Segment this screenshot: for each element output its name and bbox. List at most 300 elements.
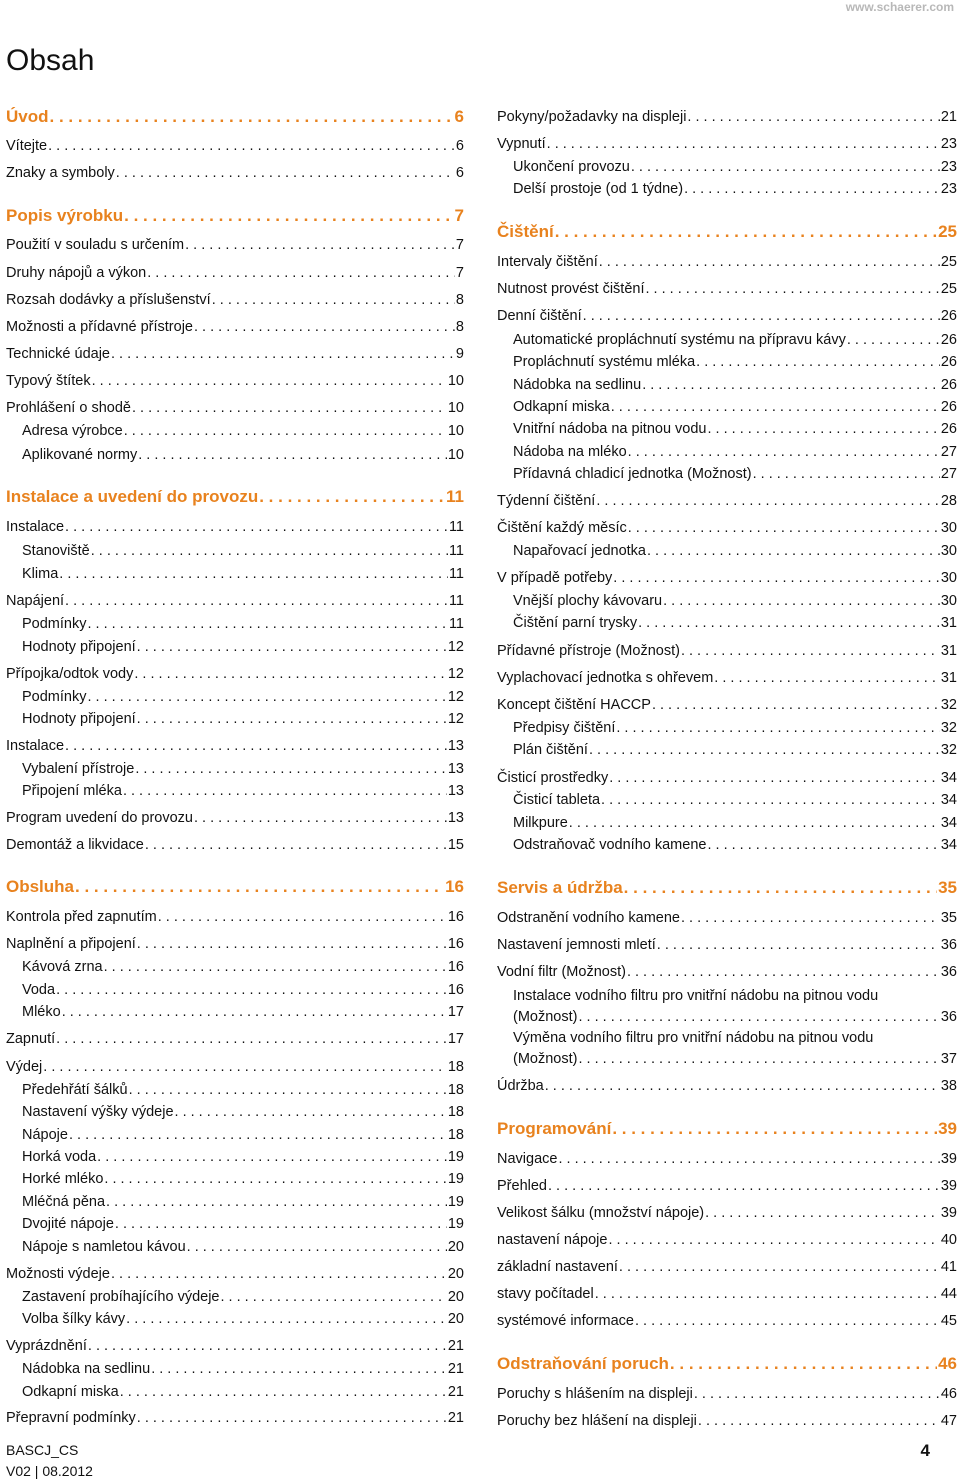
toc-page-number: 44 xyxy=(940,1286,957,1302)
dot-leader xyxy=(578,1050,939,1068)
toc-entry-label: Demontáž a likvidace xyxy=(6,837,144,853)
toc-entry-label: Vnější plochy kávovaru xyxy=(513,593,663,609)
dot-leader xyxy=(137,710,447,728)
toc-entry[interactable] xyxy=(6,908,464,926)
toc-entry-label: Předpisy čištění xyxy=(513,720,616,736)
toc-page-number: 16 xyxy=(447,959,464,975)
toc-entry[interactable] xyxy=(497,519,957,537)
dot-leader xyxy=(596,492,940,510)
toc-entry-label: Čisticí prostředky xyxy=(497,770,609,786)
toc-section-heading[interactable] xyxy=(6,108,464,126)
toc-entry-label: Plán čištění xyxy=(513,742,588,758)
toc-entry[interactable] xyxy=(6,760,464,778)
toc-page-number: 25 xyxy=(940,281,957,297)
toc-entry-label: Vnitřní nádoba na pitnou vodu xyxy=(513,421,707,437)
toc-entry-label: Výdej xyxy=(6,1059,43,1075)
toc-entry[interactable] xyxy=(6,264,464,282)
toc-entry-label: Mléčná pěna xyxy=(22,1194,106,1210)
toc-entry[interactable] xyxy=(497,696,957,714)
toc-page-number: 11 xyxy=(448,593,464,609)
dot-leader xyxy=(611,398,940,416)
toc-entry[interactable] xyxy=(6,345,464,363)
toc-entry[interactable] xyxy=(497,987,957,1027)
toc-entry[interactable] xyxy=(6,1103,464,1121)
toc-entry[interactable] xyxy=(497,135,957,153)
toc-entry-label: Denní čištění xyxy=(497,308,582,324)
toc-entry[interactable] xyxy=(497,669,957,687)
toc-entry-label: Poruchy s hlášením na displeji xyxy=(497,1386,693,1402)
dot-leader xyxy=(104,958,447,976)
dot-leader xyxy=(652,696,940,714)
toc-entry-label: Napařovací jednotka xyxy=(513,543,646,559)
toc-page-number: 34 xyxy=(940,770,957,786)
toc-entry-label: Rozsah dodávky a příslušenství xyxy=(6,292,211,308)
toc-entry[interactable] xyxy=(6,737,464,755)
toc-page-number: 31 xyxy=(940,670,957,686)
toc-page-number: 26 xyxy=(940,377,957,393)
toc-entry-label: Technické údaje xyxy=(6,346,110,362)
dot-leader xyxy=(137,638,447,656)
toc-entry[interactable] xyxy=(497,1077,957,1095)
toc-entry-label: Navigace xyxy=(497,1151,558,1167)
toc-section-heading[interactable] xyxy=(497,223,957,241)
toc-entry-label: Hodnoty připojení xyxy=(22,639,136,655)
toc-page-number: 12 xyxy=(447,666,464,682)
toc-page-number: 11 xyxy=(448,566,464,582)
toc-page-number: 31 xyxy=(940,643,957,659)
toc-entry[interactable] xyxy=(6,935,464,953)
dot-leader xyxy=(59,565,448,583)
toc-entry-label: Obsluha xyxy=(6,877,75,896)
toc-page-number: 10 xyxy=(447,373,464,389)
toc-page-number: 10 xyxy=(447,400,464,416)
toc-entry-label: Milkpure xyxy=(513,815,568,831)
toc-page-number: 13 xyxy=(447,761,464,777)
toc-entry[interactable] xyxy=(497,420,957,438)
toc-entry[interactable] xyxy=(6,1409,464,1427)
toc-entry-label: Automatické propláchnutí systému na přípravu kávy xyxy=(513,332,846,348)
toc-page-number: 7 xyxy=(455,237,464,253)
toc-entry-label: Čištění xyxy=(497,222,554,241)
toc-entry[interactable] xyxy=(497,592,957,610)
dot-leader xyxy=(707,420,939,438)
toc-entry[interactable] xyxy=(497,963,957,981)
dot-leader xyxy=(681,642,940,660)
toc-entry-label: Servis a údržba xyxy=(497,878,623,897)
toc-entry[interactable] xyxy=(6,1360,464,1378)
toc-entry-label: Klima xyxy=(22,566,59,582)
toc-page-number: 23 xyxy=(940,136,957,152)
toc-entry[interactable] xyxy=(6,981,464,999)
dot-leader xyxy=(657,936,940,954)
toc-entry[interactable] xyxy=(6,592,464,610)
toc-entry-label: stavy počítadel xyxy=(497,1286,594,1302)
toc-page-number: 30 xyxy=(940,543,957,559)
toc-entry-label: Odstranění vodního kamene xyxy=(497,910,680,926)
dot-leader xyxy=(145,836,447,854)
dot-leader xyxy=(753,465,940,483)
dot-leader xyxy=(48,137,455,155)
toc-entry[interactable] xyxy=(6,164,464,182)
dot-leader xyxy=(670,1355,937,1373)
toc-entry-label: Popis výrobku xyxy=(6,206,124,225)
page-number: 4 xyxy=(920,1441,930,1460)
toc-entry-label: Program uvedení do provozu xyxy=(6,810,193,826)
toc-page-number: 46 xyxy=(940,1386,957,1402)
toc-entry-label: Znaky a symboly xyxy=(6,165,115,181)
toc-entry[interactable] xyxy=(6,1310,464,1328)
toc-entry[interactable] xyxy=(497,836,957,854)
dot-leader xyxy=(714,669,940,687)
toc-entry[interactable] xyxy=(6,291,464,309)
toc-page-number: 7 xyxy=(455,265,464,281)
toc-entry-label: Úvod xyxy=(6,107,49,126)
toc-page-number: 19 xyxy=(447,1149,464,1165)
toc-page-number: 23 xyxy=(940,159,957,175)
toc-page-number: 32 xyxy=(940,742,957,758)
dot-leader xyxy=(132,399,447,417)
toc-entry[interactable] xyxy=(6,1170,464,1188)
toc-entry[interactable] xyxy=(6,710,464,728)
toc-entry[interactable] xyxy=(497,614,957,632)
toc-entry-label: nastavení nápoje xyxy=(497,1232,608,1248)
toc-entry[interactable] xyxy=(497,1204,957,1222)
toc-entry-label: Stanoviště xyxy=(22,543,90,559)
toc-entry-label: Mléko xyxy=(22,1004,61,1020)
dot-leader xyxy=(43,1058,447,1076)
toc-entry[interactable] xyxy=(6,446,464,464)
dot-leader xyxy=(212,291,455,309)
toc-page-number: 23 xyxy=(940,181,957,197)
toc-page-number: 34 xyxy=(940,815,957,831)
toc-entry-label: Zastavení probíhajícího výdeje xyxy=(22,1289,220,1305)
dot-leader xyxy=(123,782,447,800)
toc-entry-label: Programování xyxy=(497,1119,612,1138)
toc-entry[interactable] xyxy=(497,769,957,787)
toc-section-heading[interactable] xyxy=(6,207,464,225)
toc-entry-label: Přídavná chladicí jednotka (Možnost) xyxy=(513,466,752,482)
toc-entry[interactable] xyxy=(6,236,464,254)
toc-page-number: 30 xyxy=(940,570,957,586)
toc-section-heading[interactable] xyxy=(497,879,957,897)
toc-entry[interactable] xyxy=(497,465,957,483)
toc-page-number: 20 xyxy=(447,1239,464,1255)
toc-entry[interactable] xyxy=(497,569,957,587)
toc-entry-label: Voda xyxy=(22,982,56,998)
toc-page-number: 26 xyxy=(940,399,957,415)
toc-page-number: 16 xyxy=(447,909,464,925)
dot-leader xyxy=(694,1385,940,1403)
toc-entry[interactable] xyxy=(497,936,957,954)
toc-page-number: 11 xyxy=(448,519,464,535)
toc-page-number: 38 xyxy=(940,1078,957,1094)
dot-leader xyxy=(124,422,447,440)
toc-entry[interactable] xyxy=(6,809,464,827)
dot-leader xyxy=(627,963,940,981)
toc-page-number: 21 xyxy=(447,1384,464,1400)
toc-entry[interactable] xyxy=(6,399,464,417)
toc-entry[interactable] xyxy=(497,1029,957,1069)
toc-entry[interactable] xyxy=(6,665,464,683)
toc-page-number: 12 xyxy=(447,689,464,705)
toc-entry[interactable] xyxy=(497,492,957,510)
toc-entry[interactable] xyxy=(6,1193,464,1211)
toc-page-number: 35 xyxy=(938,878,957,897)
toc-page-number: 16 xyxy=(447,982,464,998)
toc-page-number: 37 xyxy=(940,1051,957,1067)
toc-entry[interactable] xyxy=(497,1385,957,1403)
toc-entry[interactable] xyxy=(497,280,957,298)
toc-entry[interactable] xyxy=(6,782,464,800)
toc-section-heading[interactable] xyxy=(497,1120,957,1138)
dot-leader xyxy=(569,814,940,832)
dot-leader xyxy=(138,446,447,464)
toc-entry[interactable] xyxy=(497,542,957,560)
toc-page-number: 13 xyxy=(447,738,464,754)
toc-entry[interactable] xyxy=(6,958,464,976)
toc-entry[interactable] xyxy=(6,372,464,390)
toc-entry[interactable] xyxy=(6,1148,464,1166)
toc-page-number: 27 xyxy=(940,466,957,482)
toc-page-number: 39 xyxy=(940,1178,957,1194)
toc-entry[interactable] xyxy=(497,443,957,461)
toc-page-number: 6 xyxy=(455,138,464,154)
document-code: BASCJ_CS xyxy=(6,1442,79,1458)
document-version: V02 | 08.2012 xyxy=(6,1463,93,1479)
dot-leader xyxy=(147,264,455,282)
dot-leader xyxy=(547,135,940,153)
dot-leader xyxy=(91,542,448,560)
toc-entry-label: Přídavné přístroje (Možnost) xyxy=(497,643,680,659)
toc-entry-label: Nádobka na sedlinu xyxy=(22,1361,151,1377)
toc-entry[interactable] xyxy=(6,1030,464,1048)
toc-entry[interactable] xyxy=(6,615,464,633)
toc-page-number: 12 xyxy=(447,639,464,655)
toc-page-number: 31 xyxy=(940,615,957,631)
toc-entry[interactable] xyxy=(497,1412,957,1430)
dot-leader xyxy=(97,1148,447,1166)
dot-leader xyxy=(619,1258,940,1276)
dot-leader xyxy=(608,1231,939,1249)
dot-leader xyxy=(609,769,940,787)
toc-page-number: 18 xyxy=(447,1059,464,1075)
toc-entry-label: Podmínky xyxy=(22,689,87,705)
toc-entry[interactable] xyxy=(497,1312,957,1330)
toc-entry-label: Odstraňovač vodního kamene xyxy=(513,837,707,853)
toc-entry-label: Odkapní miska xyxy=(22,1384,119,1400)
toc-entry-label: Možnosti a přídavné přístroje xyxy=(6,319,193,335)
dot-leader xyxy=(646,280,940,298)
toc-page-number: 18 xyxy=(447,1082,464,1098)
toc-page-number: 16 xyxy=(445,877,464,896)
toc-page-number: 32 xyxy=(940,720,957,736)
dot-leader xyxy=(601,791,940,809)
toc-entry[interactable] xyxy=(497,108,957,126)
dot-leader xyxy=(50,108,454,126)
toc-page-number: 41 xyxy=(940,1259,957,1275)
dot-leader xyxy=(628,443,940,461)
toc-page-number: 6 xyxy=(455,165,464,181)
toc-entry-label: Intervaly čištění xyxy=(497,254,598,270)
dot-leader xyxy=(88,1337,447,1355)
toc-entry[interactable] xyxy=(497,791,957,809)
dot-leader xyxy=(631,158,940,176)
dot-leader xyxy=(116,164,455,182)
toc-entry[interactable] xyxy=(497,353,957,371)
toc-entry-label: Kávová zrna xyxy=(22,959,103,975)
toc-entry-label: Nastavení jemnosti mletí xyxy=(497,937,656,953)
toc-entry[interactable] xyxy=(497,331,957,349)
toc-entry-label: Napájení xyxy=(6,593,65,609)
toc-entry-label: Přípojka/odtok vody xyxy=(6,666,134,682)
dot-leader xyxy=(65,592,448,610)
toc-page-number: 9 xyxy=(455,346,464,362)
toc-section-heading[interactable] xyxy=(6,488,464,506)
toc-entry-label: Druhy nápojů a výkon xyxy=(6,265,147,281)
toc-entry[interactable] xyxy=(497,307,957,325)
toc-entry-label: Odkapní miska xyxy=(513,399,610,415)
dot-leader xyxy=(220,1288,446,1306)
toc-page-number: 21 xyxy=(447,1361,464,1377)
dot-leader xyxy=(134,665,447,683)
toc-entry[interactable] xyxy=(6,1238,464,1256)
dot-leader xyxy=(126,1310,447,1328)
toc-entry[interactable] xyxy=(6,1337,464,1355)
dot-leader xyxy=(120,1383,447,1401)
toc-page-number: 7 xyxy=(454,206,464,225)
dot-leader xyxy=(705,1204,940,1222)
toc-page-number: 26 xyxy=(940,332,957,348)
toc-entry[interactable] xyxy=(6,1215,464,1233)
toc-page-number: 19 xyxy=(447,1171,464,1187)
toc-entry[interactable] xyxy=(6,1126,464,1144)
toc-entry[interactable] xyxy=(6,1081,464,1099)
toc-entry-label: Nutnost provést čištění xyxy=(497,281,645,297)
toc-entry[interactable] xyxy=(497,1150,957,1168)
toc-entry[interactable] xyxy=(6,688,464,706)
toc-entry-label: Prohlášení o shodě xyxy=(6,400,131,416)
toc-entry-label: Hodnoty připojení xyxy=(22,711,136,727)
toc-page-number: 34 xyxy=(940,837,957,853)
toc-entry-label: Vyplachovací jednotka s ohřevem xyxy=(497,670,714,686)
toc-entry[interactable] xyxy=(497,376,957,394)
toc-entry[interactable] xyxy=(6,422,464,440)
toc-entry-label: Předehřátí šálků xyxy=(22,1082,128,1098)
toc-entry[interactable] xyxy=(497,814,957,832)
toc-entry-label: Poruchy bez hlášení na displeji xyxy=(497,1413,697,1429)
page-title: Obsah xyxy=(6,44,95,77)
toc-entry-label-line2: (Možnost) xyxy=(513,1009,578,1025)
dot-leader xyxy=(548,1177,940,1195)
dot-leader xyxy=(175,1103,447,1121)
toc-entry[interactable] xyxy=(497,253,957,271)
toc-entry[interactable] xyxy=(497,158,957,176)
toc-entry[interactable] xyxy=(497,1258,957,1276)
toc-entry[interactable] xyxy=(497,1177,957,1195)
toc-entry[interactable] xyxy=(6,318,464,336)
dot-leader xyxy=(555,223,937,241)
toc-page-number: 13 xyxy=(447,810,464,826)
toc-page-number: 12 xyxy=(447,711,464,727)
toc-entry-label: Dvojité nápoje xyxy=(22,1216,114,1232)
toc-entry[interactable] xyxy=(497,1285,957,1303)
toc-page-number: 21 xyxy=(447,1338,464,1354)
toc-page-number: 19 xyxy=(447,1216,464,1232)
dot-leader xyxy=(583,307,940,325)
toc-entry[interactable] xyxy=(6,1265,464,1283)
toc-section-heading[interactable] xyxy=(6,878,464,896)
toc-page-number: 18 xyxy=(447,1127,464,1143)
toc-section-heading[interactable] xyxy=(497,1355,957,1373)
toc-entry-label-line1: Výměna vodního filtru pro vnitřní nádobu na pitnou vodu xyxy=(513,1030,874,1046)
toc-entry[interactable] xyxy=(6,518,464,536)
toc-entry[interactable] xyxy=(6,1058,464,1076)
toc-entry-label: Podmínky xyxy=(22,616,87,632)
toc-entry[interactable] xyxy=(497,1231,957,1249)
toc-entry-label: Kontrola před zapnutím xyxy=(6,909,157,925)
toc-entry[interactable] xyxy=(6,638,464,656)
toc-entry-label: Týdenní čištění xyxy=(497,493,596,509)
toc-entry-label: Instalace a uvedení do provozu xyxy=(6,487,259,506)
toc-entry-label: Možnosti výdeje xyxy=(6,1266,110,1282)
toc-entry[interactable] xyxy=(6,1288,464,1306)
dot-leader xyxy=(687,108,939,126)
toc-page-number: 30 xyxy=(940,593,957,609)
dot-leader xyxy=(56,1030,447,1048)
toc-entry-label: Přepravní podmínky xyxy=(6,1410,136,1426)
toc-entry[interactable] xyxy=(6,1383,464,1401)
toc-entry[interactable] xyxy=(6,137,464,155)
dot-leader xyxy=(545,1077,940,1095)
toc-entry-label: Delší prostoje (od 1 týdne) xyxy=(513,181,684,197)
toc-page-number: 45 xyxy=(940,1313,957,1329)
dot-leader xyxy=(106,1193,447,1211)
toc-entry-label-line2: (Možnost) xyxy=(513,1051,578,1067)
toc-entry[interactable] xyxy=(6,836,464,854)
toc-entry-label-line1: Instalace vodního filtru pro vnitřní nádobu na pitnou vodu xyxy=(513,988,879,1004)
toc-entry-label: V případě potřeby xyxy=(497,570,613,586)
toc-page-number: 32 xyxy=(940,697,957,713)
toc-entry-label: Typový štítek xyxy=(6,373,91,389)
dot-leader xyxy=(696,353,940,371)
dot-leader xyxy=(65,737,447,755)
dot-leader xyxy=(75,878,444,896)
dot-leader xyxy=(65,518,448,536)
toc-entry-label: Nápoje s namletou kávou xyxy=(22,1239,186,1255)
toc-entry[interactable] xyxy=(497,398,957,416)
toc-entry[interactable] xyxy=(6,542,464,560)
toc-entry[interactable] xyxy=(497,909,957,927)
toc-page-number: 36 xyxy=(940,964,957,980)
toc-entry[interactable] xyxy=(497,180,957,198)
toc-entry-label: základní nastavení xyxy=(497,1259,618,1275)
dot-leader xyxy=(92,372,447,390)
toc-entry[interactable] xyxy=(6,1003,464,1021)
dot-leader xyxy=(158,908,447,926)
toc-entry[interactable] xyxy=(497,741,957,759)
toc-entry[interactable] xyxy=(497,642,957,660)
dot-leader xyxy=(647,542,940,560)
toc-entry[interactable] xyxy=(497,719,957,737)
toc-entry[interactable] xyxy=(6,565,464,583)
toc-page-number: 17 xyxy=(447,1031,464,1047)
toc-page-number: 28 xyxy=(940,493,957,509)
toc-entry-label: Čisticí tableta xyxy=(513,792,601,808)
toc-page-number: 39 xyxy=(940,1151,957,1167)
toc-entry-label: Velikost šálku (množství nápoje) xyxy=(497,1205,705,1221)
dot-leader xyxy=(578,1008,939,1026)
dot-leader xyxy=(684,180,940,198)
